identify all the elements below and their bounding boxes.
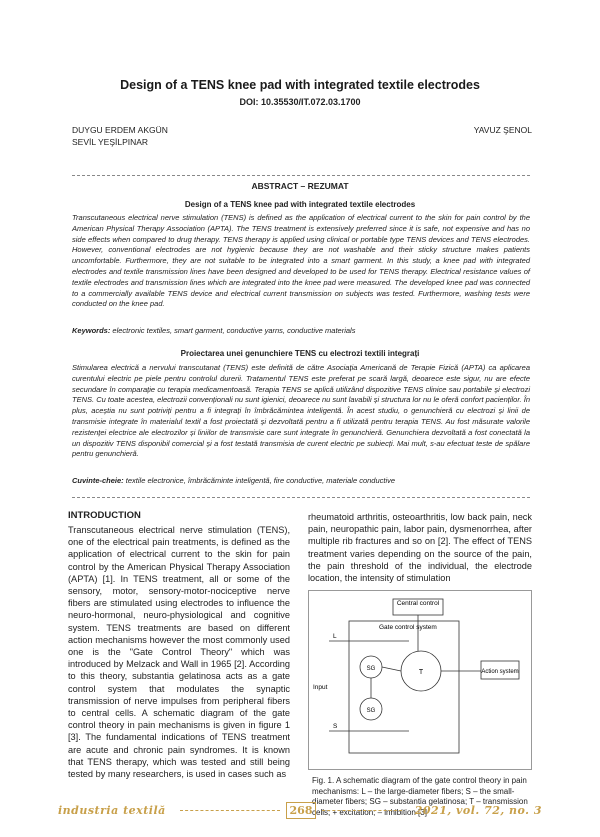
keywords-en-text: electronic textiles, smart garment, conductive yarns, conductive materials bbox=[110, 326, 356, 335]
keywords-en-label: Keywords: bbox=[72, 326, 111, 335]
gate-label: Gate control system bbox=[379, 624, 437, 631]
abstract-heading: ABSTRACT – REZUMAT bbox=[251, 181, 349, 191]
intro-right-column: rheumatoid arthritis, osteoarthritis, low back pain, neck pain, neuropathic pain, labor pain, dysmenorrhea, after multiple rib fractures and so on [2]. The effect of TENS treatment varies depending on the source of the pain, the pain threshold of the individual, the electrode location, the intensity of stimulation bbox=[308, 512, 532, 584]
issue-info: 2021, vol. 72, no. 3 bbox=[414, 804, 542, 817]
l-label: L bbox=[333, 633, 337, 640]
author-2: SEVİL YEŞİLPINAR bbox=[72, 137, 149, 147]
sg-label-bottom: SG bbox=[366, 708, 376, 714]
journal-name: industria textilă bbox=[58, 804, 166, 817]
intro-left-column: Transcutaneous electrical nerve stimulation (TENS), one of the electrical pain treatments, is defined as the application of electrical current to the skin for pain control by the American Physical Therapy Association (APTA) [1]. In TENS treatment, all or some of the sensory, motor, sensory-motor-nociceptive nerve fibers are stimulated using electrodes to influence the neuro-hormonal, neuro-physiological and cognitive system. TENS treatments are based on different action mechanisms however the most commonly used one is the "Gate Control Theory" which was introduced by Melzack and Wall in 1965 [2]. According to this theory, substantia gelatinosa acts as a gate control system that modulates the synaptic transmission of nerve impulses from peripheral fibers to central cells. A schematic diagram of the gate control theory in pain mechanisms is given in figure 1 [3]. The fundamental indications of TENS treatment are acute and chronic pain syndromes. It is known that TENS therapy, which was tested and still being tested by many researchers, is used in cases such as bbox=[68, 525, 290, 780]
keywords-en bbox=[72, 326, 530, 336]
keywords-ro bbox=[72, 476, 530, 486]
input-label: Input bbox=[313, 684, 328, 691]
sg-t-link bbox=[382, 667, 401, 671]
divider-top bbox=[72, 175, 530, 176]
doi: DOI: 10.35530/IT.072.03.1700 bbox=[239, 97, 361, 107]
abstract-en-title: Design of a TENS knee pad with integrated textile electrodes bbox=[184, 200, 416, 209]
keywords-ro-label: Cuvinte-cheie: bbox=[72, 476, 124, 485]
figure-caption: Fig. 1. A schematic diagram of the gate control theory in pain mechanisms: L – the large-diameter fibers; S – the small-diameter fibers; SG – substantia gelatinosa; T – transmission cells; + excitation; – inhibition [3] bbox=[312, 776, 528, 817]
author-1: DUYGU ERDEM AKGÜN bbox=[72, 125, 168, 135]
footer-line-right bbox=[322, 810, 402, 811]
paper-title: Design of a TENS knee pad with integrated textile electrodes bbox=[120, 78, 480, 92]
t-label: T bbox=[418, 669, 424, 676]
authors-left bbox=[72, 124, 168, 148]
figure-1 bbox=[308, 590, 532, 770]
gate-control-diagram bbox=[309, 591, 531, 769]
page-footer bbox=[58, 802, 542, 822]
page-number: 268 bbox=[286, 802, 316, 819]
central-control-label: Central control bbox=[396, 600, 440, 607]
footer-line-left bbox=[180, 810, 280, 811]
intro-heading: INTRODUCTION bbox=[68, 510, 141, 521]
abstract-en-text: Transcutaneous electrical nerve stimulation (TENS) is defined as the application of electrical current to the skin for pain control by the American Physical Therapy Association (APTA). The TENS treatment is extensively preferred since it is safe, not expensive and has no side effects when compared to drug therapy. TENS therapy is applied using clinical or portable type TENS devices and TENS electrodes. However, conventional electrodes are not hygienic because they are not washable and their sticky structure makes patients uncomfortable. Furthermore, they are not suitable to be integrated into a smart garment. In this study, a knee pad with integrated electrodes and textile transmission lines have been designed and developed to be used for TENS therapy. Electrical resistance values of textile electrodes and transmission lines which are integrated into the knee pad were measured. The developed knee pad was connected to a commercially available TENS device and electrical current transmission on subjects was tested. Furthermore, washing tests were conducted on the knee pad. bbox=[72, 213, 530, 309]
abstract-ro-title: Proiectarea unei genunchiere TENS cu electrozi textili integrați bbox=[180, 349, 420, 358]
abstract-ro-text: Stimularea electrică a nervului transcutanat (TENS) este definită de către Asociația Americană de Terapie Fizică (APTA) ca aplicarea curentului electric pe piele pentru controlul durerii. Tratamentul TENS este preferat pe scară largă, deoarece este sigur, nu are efecte secundare în comparație cu terapia medicamentoasă. Terapia TENS se aplică utilizând dispozitive TENS clinice sau portabile și electrozi TENS. Cu toate acestea, electrozii convenționali nu sunt igienici, deoarece nu sunt lavabili și structura lor nu le oferă confort pacienților. În plus, aceștia nu sunt potriviți pentru a fi integrați în îmbrăcămintea inteligentă. În acest studiu, o genunchieră cu electrozi și linii de transmisie integrate în materialul textil a fost proiectată și dezvoltată pentru a fi utilizată pentru terapia TENS. Au fost măsurate valorile rezistenței electrice ale electrozilor și liniilor de transmisie care sunt integrate în genunchieră. Genunchiera dezvoltată a fost conectată la un dispozitiv TENS disponibil comercial și a fost testată transmisia de curent electric pe subiecți. Mai mult, s-au efectuat teste de spălare pentru genunchieră. bbox=[72, 363, 530, 459]
s-label: S bbox=[333, 723, 338, 730]
action-label: Action system bbox=[481, 669, 519, 675]
sg-label-top: SG bbox=[366, 666, 376, 672]
keywords-ro-text: textile electronice, îmbrăcăminte inteligentă, fire conductive, materiale conductive bbox=[123, 476, 396, 485]
divider-bottom bbox=[72, 497, 530, 498]
author-3: YAVUZ ŞENOL bbox=[473, 125, 532, 135]
